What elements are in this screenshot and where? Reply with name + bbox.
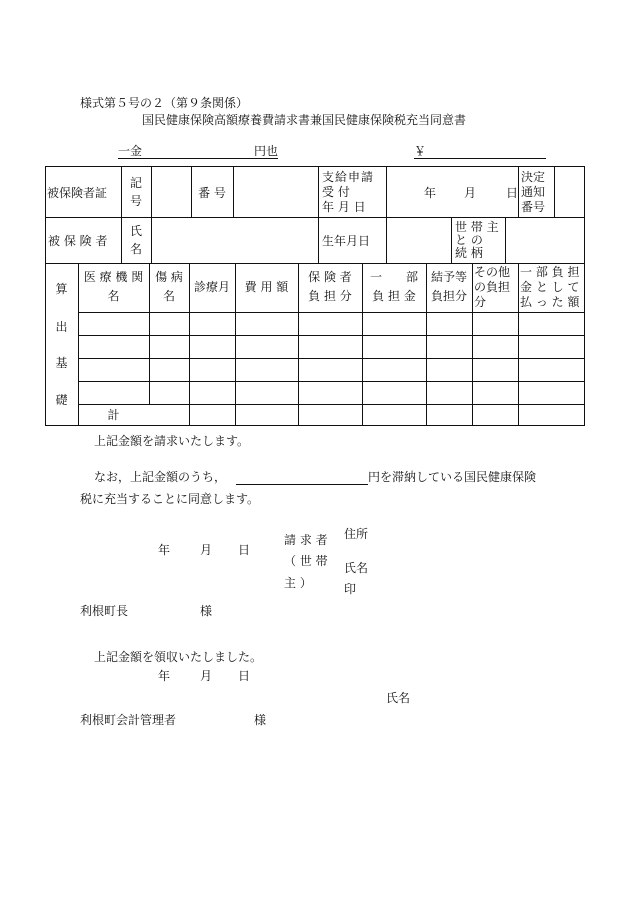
col-part-paid-2: 金 と し て [520,280,580,294]
number-label: 番 号 [198,186,226,200]
c1 [149,263,150,404]
householder-2: と の [455,233,483,247]
col-insurer-2: 負 担 分 [308,289,352,303]
name-label-2: 名 [129,242,142,256]
decision-3: 番号 [521,200,546,214]
basis-row-4 [78,404,584,405]
col-disease-1: 傷 病 [155,270,183,284]
request-text: 上記金額を請求いたします。 [94,434,250,448]
receipt-name-label: 氏名 [386,691,411,705]
consent-underline [236,484,368,485]
form-number: 様式第５号の２（第９条関係） [80,96,249,110]
name-label-1: 氏 [129,224,142,238]
col-insurer-1: 保 険 者 [308,270,352,284]
birth-date-label: 生年月日 [322,234,371,248]
row2-bottom [45,263,585,264]
v8 [554,166,555,218]
c4 [298,263,299,426]
c5 [362,263,363,426]
c8 [518,263,519,426]
consent-suffix: 円を滞納している国民健康保険 [368,470,537,484]
address-label: 住所 [344,527,369,541]
mayor-label: 利根町長 [80,604,129,618]
consent-prefix: なお，上記金額のうち， [94,470,227,484]
receipt-day: 日 [238,669,251,683]
basis-row-1 [78,335,584,336]
basis-char-1: 算 [55,282,68,296]
payment-date-3: 年 月 日 [322,200,366,214]
v7 [518,166,519,218]
v6 [386,166,387,218]
col-partial-2: 負 担 金 [372,289,416,303]
yen-symbol: ￥ [414,144,427,158]
accountant-honorific: 様 [254,713,267,727]
householder-3: 続 柄 [455,246,483,260]
insured-cert-label: 被保険者証 [47,186,108,200]
col-cost: 費 用 額 [244,280,289,294]
amount-underline [118,158,278,159]
col-hospital-2: 名 [107,289,120,303]
yen-underline [414,158,546,159]
symbol-label-1: 記 [129,176,142,190]
mayor-honorific: 様 [200,604,213,618]
date-month: 月 [464,186,477,200]
symbol-label-2: 号 [129,194,142,208]
amount-prefix: 一金 [118,144,143,158]
col-disease-2: 名 [162,289,175,303]
date-year: 年 [424,186,437,200]
v4 [233,166,234,218]
name-label: 氏名 [344,561,369,575]
col-other-3: 分 [474,295,487,309]
payment-date-1: 支給申請 [322,170,375,184]
insured-person-label: 被 保 険 者 [48,234,108,248]
amount-suffix: 円也 [254,144,279,158]
r2-v6 [505,217,506,263]
requester-3: 主 ） [284,576,312,590]
col-structure-2: 負担分 [430,289,467,303]
requester-2: （ 世 帯 [284,554,328,568]
basis-row-3 [78,381,584,382]
col-structure-1: 結予等 [430,270,467,284]
accountant-label: 利根町会計管理者 [80,713,177,727]
total-label: 計 [107,408,120,422]
v5 [318,166,319,218]
col-other-1: その他 [474,265,511,279]
receipt-text: 上記金額を領収いたしました。 [94,650,263,664]
r2-v5 [451,217,452,263]
r2-v4 [386,217,387,263]
col-part-paid-1: 一 部 負 担 [520,265,580,279]
basis-row-2 [78,358,584,359]
receipt-month: 月 [200,669,213,683]
date-day: 日 [506,186,519,200]
r2-v2 [151,217,152,263]
sign-year: 年 [158,543,171,557]
row1-bottom [45,217,585,218]
c6 [426,263,427,426]
basis-left [78,263,79,426]
r2-v3 [318,217,319,263]
decision-1: 決定 [521,170,546,184]
col-month: 診療月 [193,280,230,294]
col-part-paid-3: 払 っ た 額 [520,295,580,309]
col-partial-1: 一 部 [369,270,418,284]
decision-2: 通知 [521,185,546,199]
basis-char-4: 礎 [55,393,68,407]
sign-month: 月 [200,543,213,557]
payment-date-2: 受 付 [322,185,350,199]
basis-char-3: 基 [55,356,68,370]
basis-header-bottom [78,312,584,313]
v1 [121,166,122,218]
form-title: 国民健康保険高額療養費請求書兼国民健康保険税充当同意書 [142,113,467,127]
basis-char-2: 出 [55,320,68,334]
col-hospital-1: 医 療 機 関 [83,270,144,284]
v2 [151,166,152,218]
receipt-year: 年 [158,669,171,683]
householder-1: 世 帯 主 [455,220,499,234]
sign-day: 日 [238,543,251,557]
requester-1: 請 求 者 [284,533,328,547]
c7 [472,263,473,426]
seal-label: 印 [344,582,357,596]
col-other-2: の負担 [474,280,511,294]
consent-line2: 税に充当することに同意します。 [80,492,260,506]
